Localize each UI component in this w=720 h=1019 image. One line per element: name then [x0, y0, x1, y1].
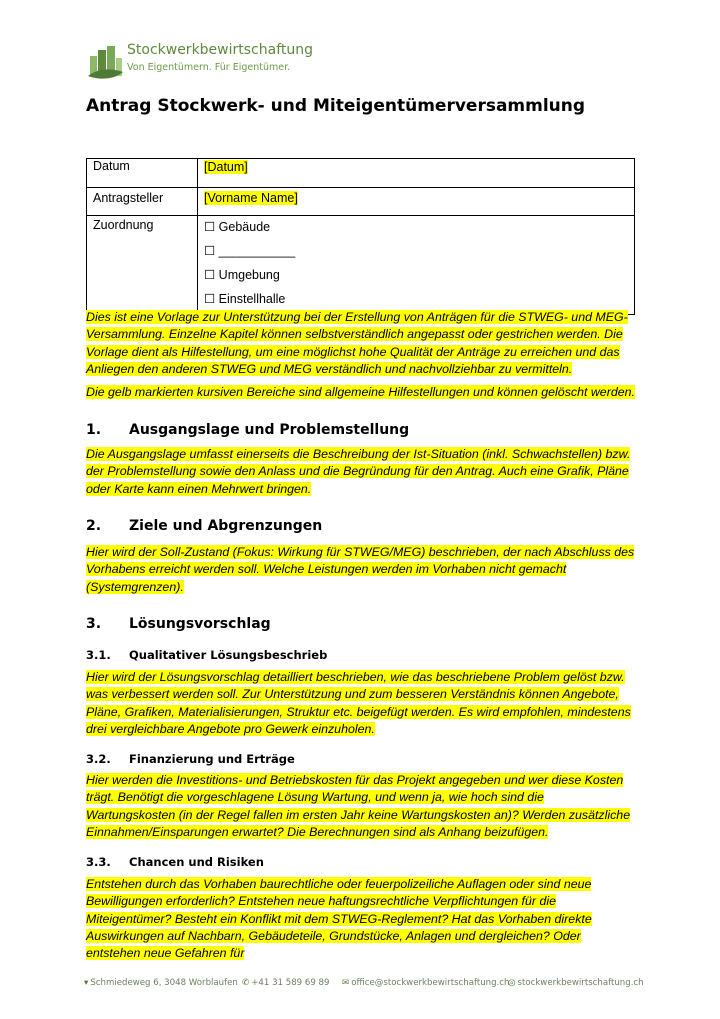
building-leaf-logo-icon — [86, 42, 124, 80]
section-heading-2: 2. Ziele und Abgrenzungen — [86, 518, 323, 534]
applicant-label: Antragsteller — [87, 188, 198, 216]
section-1-guidance: Die Ausgangslage umfasst einerseits die Beschreibung der Ist-Situation (inkl. Schwachstellen) bzw. der Problemstellung sowie den Anlass und die Begründung für den Antrag. Auch eine Grafik, Pläne oder Karte kann einen Mehrwert bringen. — [86, 447, 631, 496]
subsection-3-3-guidance: Entstehen durch das Vorhaben baurechtliche oder feuerpolizeiliche Auflagen oder sind neue Bewilligungen erforderlich? Entstehen neue haftungsrechtliche Verpflichtungen für die Miteigentümer? Besteht ein Konflikt mit dem STWEG-Reglement? Hat das Vorhaben direkte Auswirkungen auf Nachbarn, Gebäudeteile, Grundstücke, Anlagen und dergleichen? Oder entstehen neue Gefahren für — [86, 877, 592, 961]
brand-name: Stockwerkbewirtschaftung — [127, 42, 314, 58]
date-field[interactable]: [Datum] — [204, 160, 248, 174]
table-row-assignment — [87, 216, 635, 315]
subsection-heading-3-3: 3.3. Chancen und Risiken — [86, 855, 264, 869]
checkbox-surroundings[interactable]: ☐ Umgebung — [204, 268, 280, 282]
globe-icon: ◎ — [508, 978, 516, 988]
phone-icon: ✆ — [242, 978, 250, 988]
document-title: Antrag Stockwerk- und Miteigentümerversammlung — [86, 96, 586, 116]
date-label: Datum — [87, 159, 198, 188]
footer-email[interactable]: ✉ office@stockwerkbewirtschaftung.ch — [342, 978, 510, 988]
footer-address: ▾ Schmiedeweg 6, 3048 Worblaufen — [84, 978, 238, 988]
section-heading-1: 1. Ausgangslage und Problemstellung — [86, 422, 410, 438]
application-info-table — [86, 158, 635, 315]
applicant-name-field[interactable]: [Vorname Name] — [204, 191, 298, 205]
checkbox-parking-garage[interactable]: ☐ Einstellhalle — [204, 292, 286, 306]
envelope-icon: ✉ — [342, 978, 350, 988]
footer-phone: ✆ +41 31 589 69 89 — [242, 978, 330, 988]
brand-tagline: Von Eigentümern. Für Eigentümer. — [127, 62, 291, 73]
subsection-heading-3-2: 3.2. Finanzierung und Erträge — [86, 752, 295, 766]
subsection-3-1-guidance: Hier wird der Lösungsvorschlag detailliert beschrieben, wie das beschriebene Problem gelöst bzw. was verbessert werden soll. Zur Unterstützung und zum besseren Verständnis können Angebote, Pläne, Grafiken, Materialisierungen, Struktur etc. beigefügt werden. Es wird empfohlen, mindestens drei vergleichbare Angebote pro Gewerk einzuholen. — [86, 670, 631, 736]
footer-website[interactable]: ◎ stockwerkbewirtschaftung.ch — [508, 978, 644, 988]
table-row-applicant — [87, 188, 635, 216]
map-pin-icon: ▾ — [84, 978, 89, 988]
intro-guidance-paragraph: Dies ist eine Vorlage zur Unterstützung bei der Erstellung von Anträgen für die STWEG- und MEG-Versammlung. Einzelne Kapitel können selbstverständlich angepasst oder gestrichen werden. Die Vorlage dient als Hilfestellung, um eine möglichst hohe Qualität der Anträge zu erreichen und das Anliegen den anderen STWEG und MEG verständlich und nachvollziehbar zu vermitteln. — [86, 310, 628, 376]
subsection-heading-3-1: 3.1. Qualitativer Lösungsbeschrieb — [86, 648, 328, 662]
subsection-3-2-guidance: Hier werden die Investitions- und Betriebskosten für das Projekt angegeben und wer diese Kosten trägt. Benötigt die vorgeschlagene Lösung Wartung, und wenn ja, wie hoch sind die Wartungskosten (in der Regel fallen im ersten Jahr keine Wartungskosten an)? Werden zusätzliche Einnahmen/Einsparungen erwartet? Die Berechnungen sind als Anhang beizufügen. — [86, 773, 631, 839]
section-heading-3: 3. Lösungsvorschlag — [86, 616, 271, 632]
section-2-guidance: Hier wird der Soll-Zustand (Fokus: Wirkung für STWEG/MEG) beschrieben, der nach Abschluss des Vorhabens erreicht werden soll. Welche Leistungen werden im Vorhaben nicht gemacht (Systemgrenzen). — [86, 545, 635, 594]
brand-logo — [86, 42, 346, 82]
checkbox-other[interactable]: ☐ ___________ — [204, 244, 296, 258]
assignment-options — [198, 216, 635, 315]
intro-highlight-note: Die gelb markierten kursiven Bereiche sind allgemeine Hilfestellungen und können gelöscht werden. — [86, 385, 635, 399]
page-footer — [84, 978, 644, 994]
assignment-label: Zuordnung — [87, 216, 198, 315]
table-row-date — [87, 159, 635, 188]
checkbox-building[interactable]: ☐ Gebäude — [204, 220, 271, 234]
